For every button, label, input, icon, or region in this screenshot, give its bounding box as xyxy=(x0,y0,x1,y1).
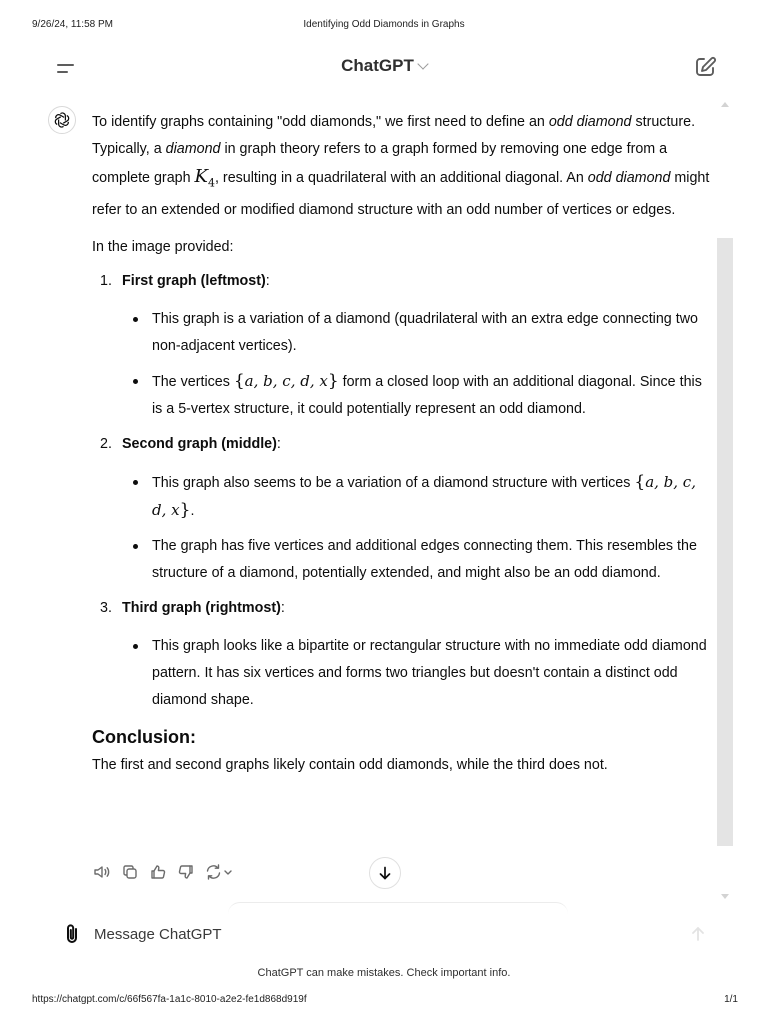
read-aloud-icon xyxy=(93,863,111,881)
print-page-title: Identifying Odd Diamonds in Graphs xyxy=(303,19,465,30)
math-k4-base: K xyxy=(194,166,208,187)
math-brace: } xyxy=(179,499,191,520)
send-button[interactable] xyxy=(688,924,708,944)
math-vertex-set xyxy=(234,372,339,390)
item-title: Second graph (middle) xyxy=(122,435,277,452)
intro-text: To identify graphs containing "odd diamonds," we first need to define an xyxy=(92,114,549,130)
read-aloud-button[interactable] xyxy=(92,862,112,882)
math-k4 xyxy=(194,166,215,190)
intro-emphasis: odd diamond xyxy=(548,114,632,130)
print-header xyxy=(0,19,768,33)
paperclip-icon xyxy=(62,922,84,946)
scrollbar-thumb[interactable] xyxy=(717,238,733,846)
message-actions xyxy=(92,861,234,883)
math-brace: } xyxy=(327,370,339,391)
intro-text: in graph theory refers to a graph formed by removing one edge from a complete graph xyxy=(92,141,668,186)
bullet-item xyxy=(122,533,714,587)
math-vars: a, b, c, d, x xyxy=(244,371,328,390)
item-title-colon: : xyxy=(276,435,281,452)
message-input[interactable] xyxy=(94,920,674,948)
print-footer xyxy=(0,994,768,1008)
bullet-list xyxy=(122,306,714,423)
model-switcher xyxy=(0,56,768,76)
sidebar-menu-icon xyxy=(57,64,74,66)
math-brace: { xyxy=(233,370,245,391)
bullet-item xyxy=(122,469,714,525)
model-name: ChatGPT xyxy=(341,56,414,75)
arrow-down-icon xyxy=(377,865,393,881)
intro-emphasis: diamond xyxy=(165,141,221,157)
thumbs-up-button[interactable] xyxy=(148,862,168,882)
scrollbar-up-arrow-icon[interactable] xyxy=(721,102,729,107)
copy-icon xyxy=(121,863,139,881)
print-page-number: 1/1 xyxy=(724,994,738,1005)
composer-outline xyxy=(228,902,568,914)
math-vars: a, b, c, d, x xyxy=(152,472,696,519)
list-number: 2. xyxy=(100,435,112,452)
list-number: 1. xyxy=(100,272,112,289)
edit-pencil-icon xyxy=(692,54,718,80)
assistant-avatar xyxy=(48,106,76,134)
disclaimer-text: ChatGPT can make mistakes. Check important info. xyxy=(257,967,511,979)
math-brace: { xyxy=(634,471,646,492)
new-chat-button[interactable] xyxy=(692,54,718,80)
item-title: Third graph (rightmost) xyxy=(122,599,281,616)
item-title-colon: : xyxy=(280,599,285,616)
bullet-text: This graph also seems to be a variation of a diamond structure with vertices xyxy=(152,474,635,491)
bullet-item xyxy=(122,368,714,423)
conclusion-text: The first and second graphs likely contain odd diamonds, while the third does not. xyxy=(92,756,608,773)
bullet-text: The graph has five vertices and additional edges connecting them. This resembles the structure of a diamond, potentially extended, and might also be an odd diamond. xyxy=(152,537,697,581)
graph-list xyxy=(92,268,714,714)
scroll-to-bottom-button[interactable] xyxy=(369,857,401,889)
image-intro: In the image provided: xyxy=(92,238,234,255)
list-item xyxy=(92,595,714,714)
intro-text: might refer to an extended or modified diamond structure with an odd number of vertices or edges. xyxy=(92,170,710,218)
intro-paragraph xyxy=(92,109,714,224)
thumbs-down-icon xyxy=(177,863,195,881)
copy-button[interactable] xyxy=(120,862,140,882)
scrollbar-down-arrow-icon[interactable] xyxy=(721,894,729,899)
message-composer xyxy=(48,916,728,952)
intro-text: structure. Typically, a xyxy=(92,114,696,157)
bullet-text: This graph looks like a bipartite or rectangular structure with no immediate odd diamond pattern. It has six vertices and forms two triangles but doesn't contain a distinct odd diamond shape. xyxy=(152,637,707,708)
attach-button[interactable] xyxy=(62,922,84,946)
assistant-message xyxy=(92,109,714,779)
list-item xyxy=(92,268,714,423)
scrollbar[interactable] xyxy=(717,100,733,904)
bullet-item xyxy=(122,306,714,360)
regenerate-icon xyxy=(204,863,234,881)
bullet-item xyxy=(122,633,714,714)
bullet-list xyxy=(122,469,714,587)
math-k4-subscript: 4 xyxy=(207,176,215,190)
bullet-text: This graph is a variation of a diamond (quadrilateral with an extra edge connecting two non-adjacent vertices). xyxy=(152,310,698,354)
regenerate-button[interactable] xyxy=(204,862,234,882)
bullet-list xyxy=(122,633,714,714)
chevron-down-icon xyxy=(417,58,428,69)
bullet-text: . xyxy=(190,502,195,519)
print-url: https://chatgpt.com/c/66f567fa-1a1c-8010-a2e2-fe1d868d919f xyxy=(32,994,307,1005)
intro-emphasis: odd diamond xyxy=(587,170,671,186)
thumbs-up-icon xyxy=(149,863,167,881)
sidebar-menu-button[interactable] xyxy=(52,54,80,82)
arrow-up-icon xyxy=(688,924,708,944)
openai-logo-icon xyxy=(53,111,71,129)
sidebar-menu-icon-line xyxy=(57,71,68,73)
item-title-colon: : xyxy=(265,272,270,289)
bullet-text: form a closed loop with an additional diagonal. Since this is a 5-vertex structure, it could potentially represent an odd diamond. xyxy=(152,373,702,417)
thumbs-down-button[interactable] xyxy=(176,862,196,882)
item-title: First graph (leftmost) xyxy=(122,272,266,289)
bullet-text: The vertices xyxy=(152,373,234,390)
print-datetime: 9/26/24, 11:58 PM xyxy=(32,19,113,30)
intro-text: , resulting in a quadrilateral with an additional diagonal. An xyxy=(214,170,588,186)
list-number: 3. xyxy=(100,599,112,616)
list-item xyxy=(92,431,714,587)
top-bar xyxy=(0,48,768,88)
model-switcher-button[interactable] xyxy=(341,56,427,76)
conclusion-heading: Conclusion: xyxy=(92,726,196,747)
